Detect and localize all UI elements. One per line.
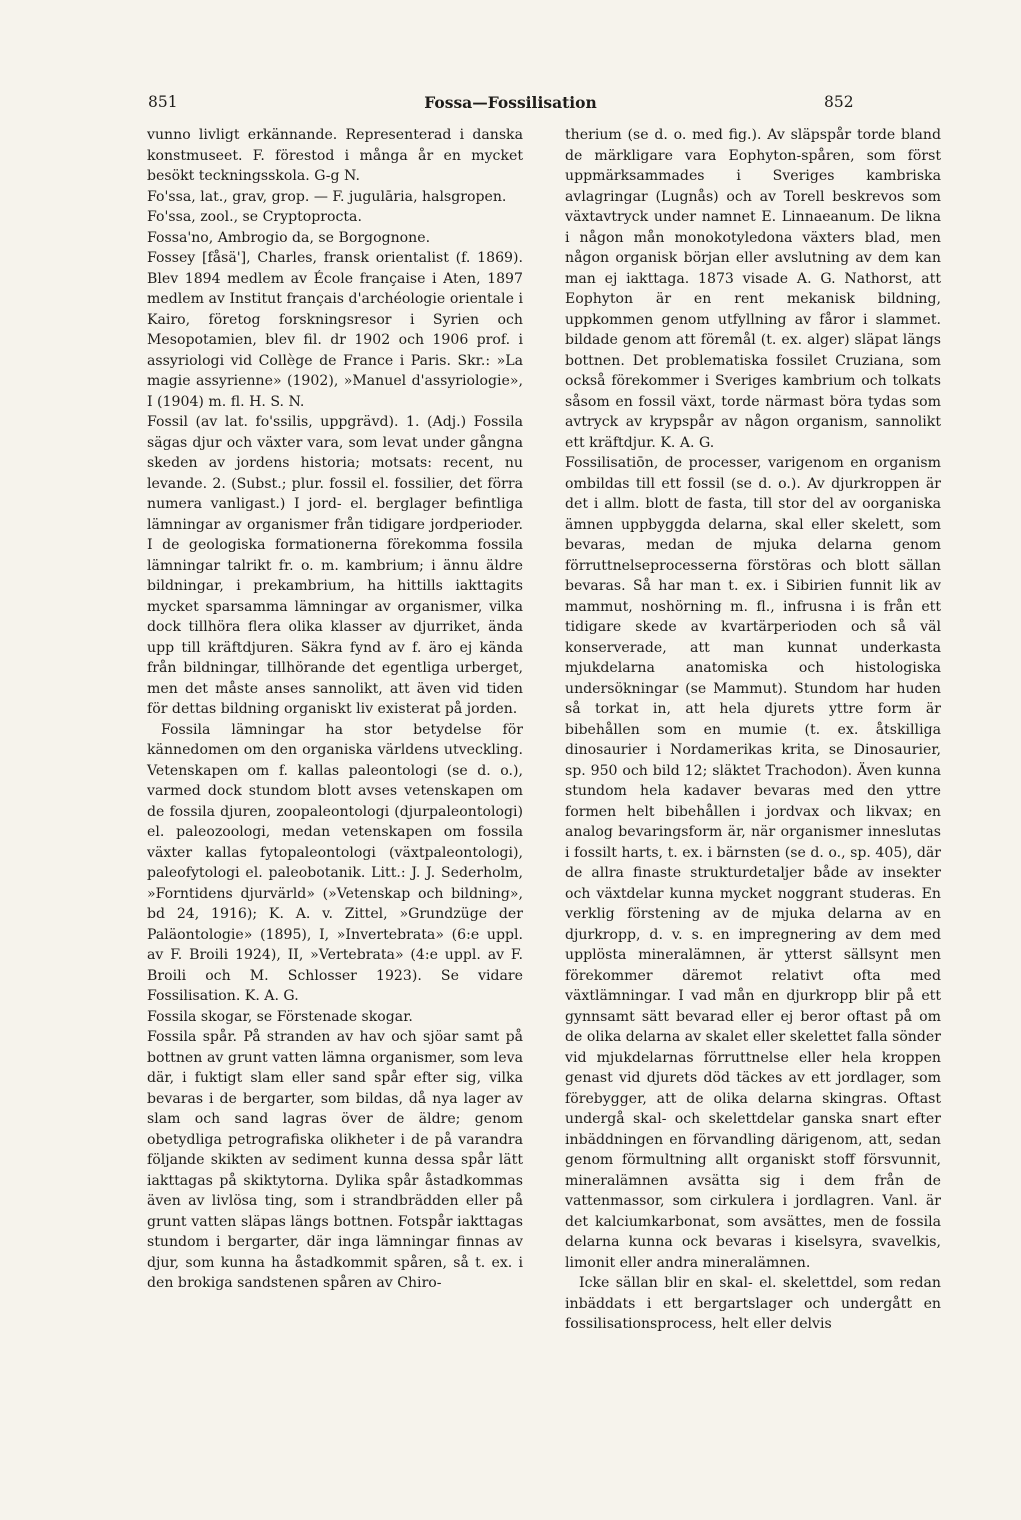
entry-fossilisation: Fossilisatiōn, de processer, varigenom en organism ombildas till ett fossil (se d. o.). Av djurkroppen är det i allm. blott de fasta, till stor del av oorganiska ämnen uppbyggda delarna, skal eller skelett, som bevaras, medan de mjuka delarna genom förruttnelseprocesserna förstöras och blott sällan bevaras. Så har man t. ex. i Sibirien funnit lik av mammut, noshörning m. fl., infrusna i is från ett tidigare skede av kvartärperioden och så väl konserverade, att man kunnat underkasta mjukdelarna anatomiska och histologiska undersökningar (se Mammut). Stundom har huden så torkat in, att hela djurets yttre form är bibehållen som en mumie (t. ex. åtskilliga dinosaurier i Nordamerikas krita, se Dinosaurier, sp. 950 och bild 12; släktet Trachodon). Även kunna stundom hela kadaver bevaras med den yttre formen helt bibehållen i jordvax och likvax; en analog bevaringsform är, när organismer inneslutas i fossilt harts, t. ex. i bärnsten (se d. o., sp. 405), där de allra finaste strukturdetaljer både av insekter och växtdelar kunna mycket noggrant studeras. En verklig förstening av de mjuka delarna av en djurkropp, d. v. s. en impregnering av dem med upplösta mineralämnen, är ytterst sällsynt men förekommer däremot relativt ofta med växtlämningar. I vad mån en djurkropp blir på ett gynnsamt sätt bevarad eller ej beror oftast på om de olika delarna av skalet eller skelettet falla sönder vid mjukdelarnas förruttnelse eller hela kroppen genast vid djurets död täckes av ett jordlager, som förebygger, att de olika delarna skingras. Oftast undergå skal- och skelettdelar ganska snart efter inbäddningen en förvandling därigenom, att, sedan genom förmultning allt organiskt stoff försvunnit, mineralämnen avsätta sig i dem från de vattenmassor, som cirkulera i jordlagren. Vanl. är det kalciumkarbonat, som avsättes, men de fossila delarna kunna ock bevaras i kiselsyra, svavelkis, limonit eller andra mineralämnen. (565, 455, 941, 1271)
entry-fossa-zool: Fo'ssa, zool., se Cryptoprocta. (147, 209, 362, 225)
right-column (565, 125, 941, 1335)
running-title: Fossa—Fossilisation (424, 93, 597, 112)
paragraph: therium (se d. o. med fig.). Av släpspår torde bland de märkligare vara Eophyton-spåren, som först uppmärksammades i Sveriges kambriska avlagringar (Lugnås) och av Torell beskrevos som växtavtryck under namnet E. Linnaeanum. De likna i någon mån monokotyledona växters blad, men någon organisk början eller avslutning av dem kan man ej iakttaga. 1873 visade A. G. Nathorst, att Eophyton är en rent mekanisk bildning, uppkommen genom utfyllning av fåror i slammet. bildade genom att föremål (t. ex. alger) släpat längs bottnen. Det problematiska fossilet Cruziana, som också förekommer i Sveriges kambrium och tolkats såsom en fossil växt, torde närmast böra tydas som avtryck av krypspår av någon organism, sannolikt ett kräftdjur. K. A. G. (565, 127, 941, 451)
paragraph: vunno livligt erkännande. Representerad i danska konstmuseet. F. förestod i många år en mycket besökt teckningsskola. G-g N. (147, 127, 523, 184)
entry-fossey: Fossey [fåsä'], Charles, fransk orientalist (f. 1869). Blev 1894 medlem av École française i Aten, 1897 medlem av Institut français d'archéologie orientale i Kairo, företog forskningsresor i Syrien och Mesopotamien, blev fil. dr 1902 och 1906 prof. i assyriologi vid Collège de France i Paris. Skr.: »La magie assyrienne» (1902), »Manuel d'assyriologie», I (1904) m. fl. H. S. N. (147, 250, 523, 410)
entry-fossano: Fossa'no, Ambrogio da, se Borgognone. (147, 229, 431, 246)
page-number-right: 852 (824, 93, 854, 111)
page-number-left: 851 (148, 93, 178, 111)
entry-fossa-lat: Fo'ssa, lat., grav, grop. — F. jugulāria, halsgropen. (147, 188, 507, 205)
paragraph: Icke sällan blir en skal- el. skelettdel, som redan inbäddats i ett bergartslager och undergått en fossilisationsprocess, helt eller delvis (565, 1275, 941, 1332)
entry-fossila-spar: Fossila spår. På stranden av hav och sjöar samt på bottnen av grunt vatten lämna organismer, som leva där, i fuktigt slam eller sand spår efter sig, vilka bevaras i de bergarter, som bildas, då nya lager av slam och sand lagras över de äldre; genom obetydliga petrografiska olikheter i de på varandra följande skikten av sediment kunna dessa spår lätt iakttagas på skiktytorna. Dylika spår åstadkommas även av livlösa ting, som i strandbrädden eller på grunt vatten släpas längs bottnen. Fotspår iakttagas stundom i bergarter, där inga lämningar finnas av djur, som kunna ha åstadkommit spåren, så t. ex. i den brokiga sandstenen spåren av Chiro- (147, 1029, 523, 1291)
entry-fossila-skogar: Fossila skogar, se Förstenade skogar. (147, 1008, 413, 1025)
left-column (147, 125, 523, 1294)
entry-fossil: Fossil (av lat. fo'ssilis, uppgrävd). 1. (Adj.) Fossila sägas djur och växter vara, som levat under gångna skeden av jordens historia; motsats: recent, nu levande. 2. (Subst.; plur. fossil el. fossilier, det förra numera vanligast.) I jord- el. berglager befintliga lämningar av organismer från tidigare jordperioder. I de geologiska formationerna förekomma fossila lämningar talrikt fr. o. m. kambrium; i ännu äldre bildningar, i prekambrium, ha hittills iakttagits mycket sparsamma lämningar av organismer, vilka dock tillhöra flera olika klasser av djurriket, ända upp till kräftdjuren. Säkra fynd av f. äro ej kända från bildningar, tillhörande det egentliga urberget, men det måste anses sannolikt, att även vid tiden för dettas bildning organiskt liv existerat på jorden. (147, 414, 523, 717)
paragraph: Fossila lämningar ha stor betydelse för kännedomen om den organiska världens utveckling. Vetenskapen om f. kallas paleontologi (se d. o.), varmed dock stundom blott avses vetenskapen om de fossila djuren, zoopaleontologi (djurpaleontologi) el. paleozoologi, medan vetenskapen om fossila växter kallas fytopaleontologi (växtpaleontologi), paleofytologi el. paleobotanik. Litt.: J. J. Sederholm, »Forntidens djurvärld» (»Vetenskap och bildning», bd 24, 1916); K. A. v. Zittel, »Grundzüge der Paläontologie» (1895), I, »Invertebrata» (6:e uppl. av F. Broili 1924), II, »Vertebrata» (4:e uppl. av F. Broili och M. Schlosser 1923). Se vidare Fossilisation. K. A. G. (147, 721, 523, 1004)
